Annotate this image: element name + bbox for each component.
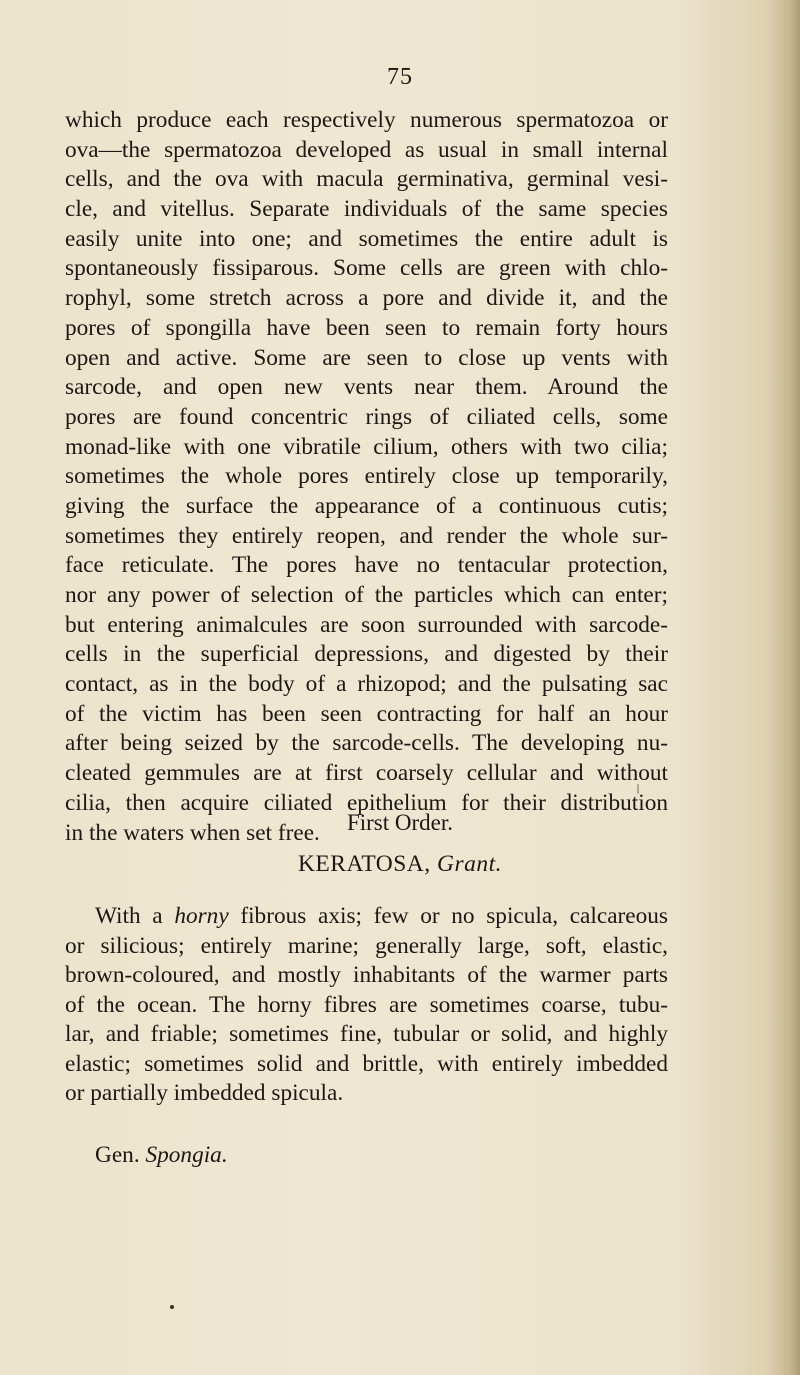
paragraph-line: sometimes the whole pores entirely close up temporarily, [65,463,668,490]
paragraph-line: open and active. Some are seen to close up vents with [65,344,668,371]
paragraph-line: of the victim has been seen contracting for half an hour [65,700,668,727]
paragraph-line: cilia, then acquire ciliated epithelium for their distribution [65,789,668,816]
paragraph-line: after being seized by the sarcode-cells. The developing nu- [65,730,668,757]
suborder-name: KERATOSA, [297,851,431,877]
paragraph-line: nor any power of selection of the particles which can enter; [65,582,668,608]
paragraph-line: ova—the spermatozoa developed as usual in small internal [65,136,668,163]
paragraph-line: pores are found concentric rings of ciliated cells, some [65,403,668,430]
description-line [65,902,668,932]
ink-speck [637,784,639,794]
paragraph-line: sarcode, and open new vents near them. Around the [65,374,668,401]
paragraph-line: cells in the superficial depressions, and digested by their [65,641,668,668]
paragraph-line: spontaneously fissiparous. Some cells are green with chlo- [65,255,668,282]
paragraph-line: pores of spongilla have been seen to remain forty hours [65,314,668,341]
paragraph-line: easily unite into one; and sometimes the entire adult is [65,225,668,252]
order-heading: First Order. [346,810,454,835]
paragraph-line: cleated gemmules are at first coarsely cellular and without [65,760,668,787]
description-line: or silicious; entirely marine; generally large, soft, elastic, [65,932,668,959]
paragraph-line: cle, and vitellus. Separate individuals of the same species [65,196,668,223]
genus-line [95,1142,228,1169]
page-edge-shadow [766,0,800,1375]
paragraph-line: cells, and the ova with macula germinativa, germinal vesi- [65,166,668,193]
suborder-heading [0,851,800,878]
body-paragraph [65,106,668,848]
genus-name: Spongia. [145,1142,228,1168]
description-line: of the ocean. The horny fibres are sometimes coarse, tubu- [65,991,668,1018]
description-line: or partially imbedded spicula. [65,1080,344,1106]
suborder-description [65,902,668,1109]
paragraph-line: in the waters when set free. [65,819,320,846]
paragraph-line: face reticulate. The pores have no tentacular protection, [65,552,668,579]
page-number: 75 [387,64,413,90]
paragraph-line: monad-like with one vibratile cilium, others with two cilia; [65,433,668,460]
paragraph-line: sometimes they entirely reopen, and render the whole sur- [65,522,668,549]
ink-speck [170,1305,174,1309]
description-line: brown-coloured, and mostly inhabitants of the warmer parts [65,962,668,988]
description-italic-term: horny [174,903,229,929]
paragraph-line: but entering animalcules are soon surrounded with sarcode- [65,611,668,638]
paragraph-line: rophyl, some stretch across a pore and divide it, and the [65,285,668,312]
paragraph-line: which produce each respectively numerous spermatozoa or [65,107,668,133]
description-suffix: fibrous axis; few or no spicula, calcareous [228,903,668,929]
description-line: elastic; sometimes solid and brittle, with entirely imbedded [65,1050,668,1077]
description-prefix: With a [95,903,175,929]
paragraph-line: giving the surface the appearance of a continuous cutis; [65,492,668,519]
paragraph-line: contact, as in the body of a rhizopod; and the pulsating sac [65,671,668,698]
genus-label: Gen. [95,1142,140,1168]
suborder-authority: Grant. [437,851,503,877]
description-line: lar, and friable; sometimes fine, tubular or solid, and highly [65,1021,668,1047]
